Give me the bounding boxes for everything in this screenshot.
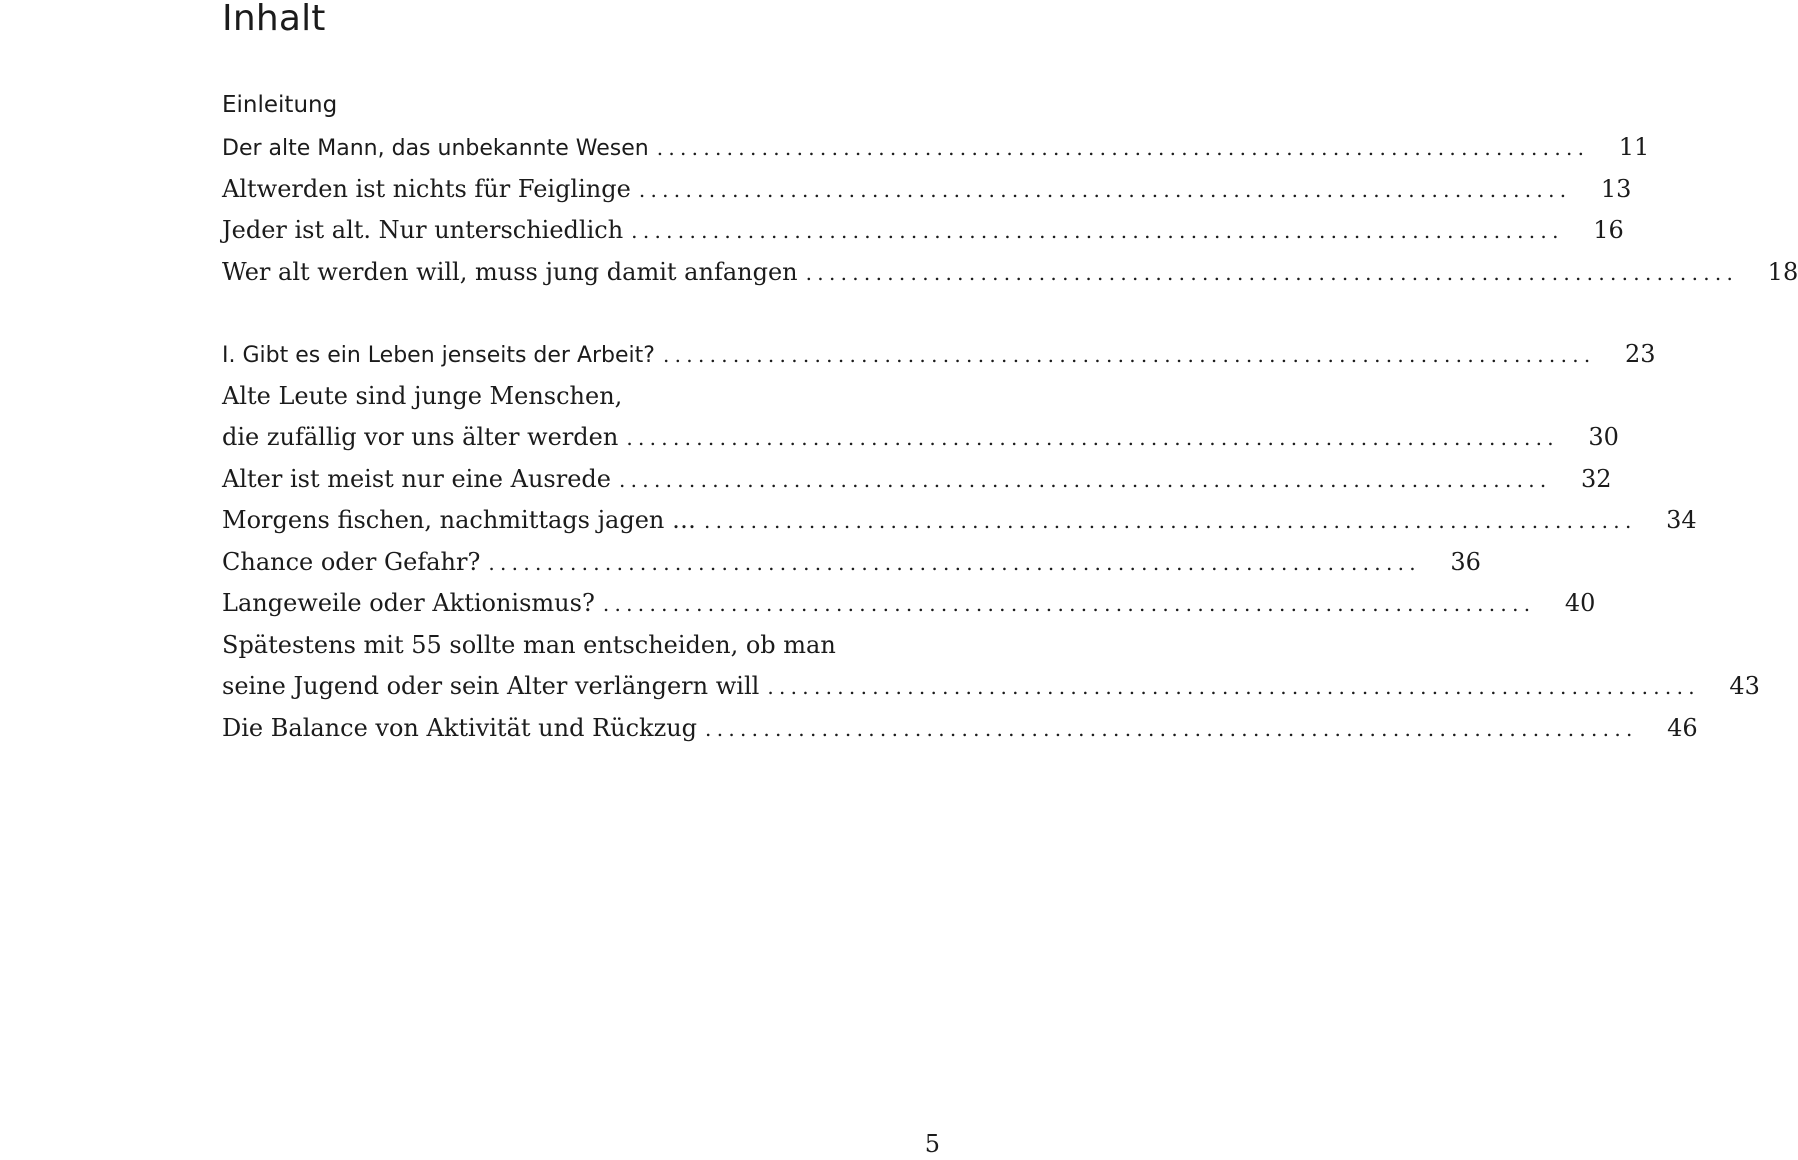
- toc-entry-page: 36: [1450, 547, 1481, 576]
- dot-leader: ................................................................................: [618, 467, 1552, 492]
- toc-group-intro: [222, 127, 1798, 293]
- dot-leader: ................................................................................: [488, 550, 1421, 575]
- page-title: Inhalt: [222, 0, 326, 39]
- toc-entry-title: Alter ist meist nur eine Ausrede: [222, 464, 611, 493]
- page-number: 5: [924, 1130, 940, 1158]
- toc-entry: [222, 210, 1624, 252]
- toc-entry-title: Wer alt werden will, muss jung damit anfangen: [222, 257, 798, 286]
- dot-leader: ................................................................................: [662, 343, 1596, 367]
- toc-entry-page: 46: [1667, 713, 1698, 742]
- toc-entry-page: 18: [1767, 257, 1798, 286]
- toc-entry-title: Altwerden ist nichts für Feiglinge: [222, 174, 631, 203]
- dot-leader: ................................................................................: [631, 219, 1564, 243]
- toc-entry: [222, 542, 1481, 584]
- dot-leader: ................................................................................: [805, 260, 1739, 285]
- toc-entry: [222, 417, 1619, 459]
- toc-entry: [222, 708, 1698, 750]
- toc-entry: [222, 625, 942, 667]
- toc-entry: [222, 376, 942, 418]
- toc-entry-title: I. Gibt es ein Leben jenseits der Arbeit?: [222, 343, 655, 368]
- toc-entry-title: Spätestens mit 55 sollte man entscheiden, ob man: [222, 630, 836, 659]
- toc-entry-page: 34: [1666, 506, 1697, 534]
- toc-entry-title: Die Balance von Aktivität und Rückzug: [222, 713, 698, 742]
- toc-entry-page: 43: [1729, 672, 1760, 700]
- toc-entry: [222, 459, 1612, 501]
- toc-entry: [222, 127, 1650, 169]
- toc-entry-title: Chance oder Gefahr?: [222, 547, 481, 576]
- toc-entry-title: die zufällig vor uns älter werden: [222, 423, 619, 451]
- toc-entry-page: 40: [1564, 589, 1596, 617]
- toc-entry: [222, 334, 1656, 376]
- dot-leader: ................................................................................: [602, 592, 1536, 616]
- dot-leader: ................................................................................: [638, 177, 1572, 202]
- toc-entry-title: Jeder ist alt. Nur unterschiedlich: [222, 216, 624, 244]
- toc-entry-title: Alte Leute sind junge Menschen,: [222, 381, 623, 410]
- dot-leader: ................................................................................: [767, 675, 1700, 699]
- toc-entry: [222, 169, 1632, 211]
- dot-leader: ................................................................................: [626, 426, 1559, 450]
- toc-entry-page: 13: [1600, 174, 1632, 203]
- toc-entry: [222, 500, 1697, 542]
- toc-entry-page: 32: [1581, 464, 1612, 493]
- toc-entry-page: 16: [1593, 216, 1624, 244]
- toc-entry-page: 11: [1618, 133, 1650, 161]
- intro-label: Einleitung: [222, 92, 338, 118]
- toc-entry-title: Morgens fischen, nachmittags jagen …: [222, 506, 697, 534]
- dot-leader: ................................................................................: [705, 716, 1638, 741]
- toc-entry: [222, 666, 1760, 708]
- toc-entry-title: seine Jugend oder sein Alter verlängern will: [222, 672, 760, 700]
- toc-entry: [222, 252, 1798, 294]
- toc-entry-page: 23: [1625, 340, 1656, 368]
- toc-entry-page: 30: [1588, 423, 1619, 451]
- toc-entry-title: Langeweile oder Aktionismus?: [222, 589, 595, 617]
- toc-group-chapter-1: [222, 334, 1760, 749]
- dot-leader: ................................................................................: [704, 509, 1637, 533]
- dot-leader: ................................................................................: [656, 136, 1590, 160]
- toc-entry: [222, 583, 1596, 625]
- toc-entry-title: Der alte Mann, das unbekannte Wesen: [222, 136, 649, 161]
